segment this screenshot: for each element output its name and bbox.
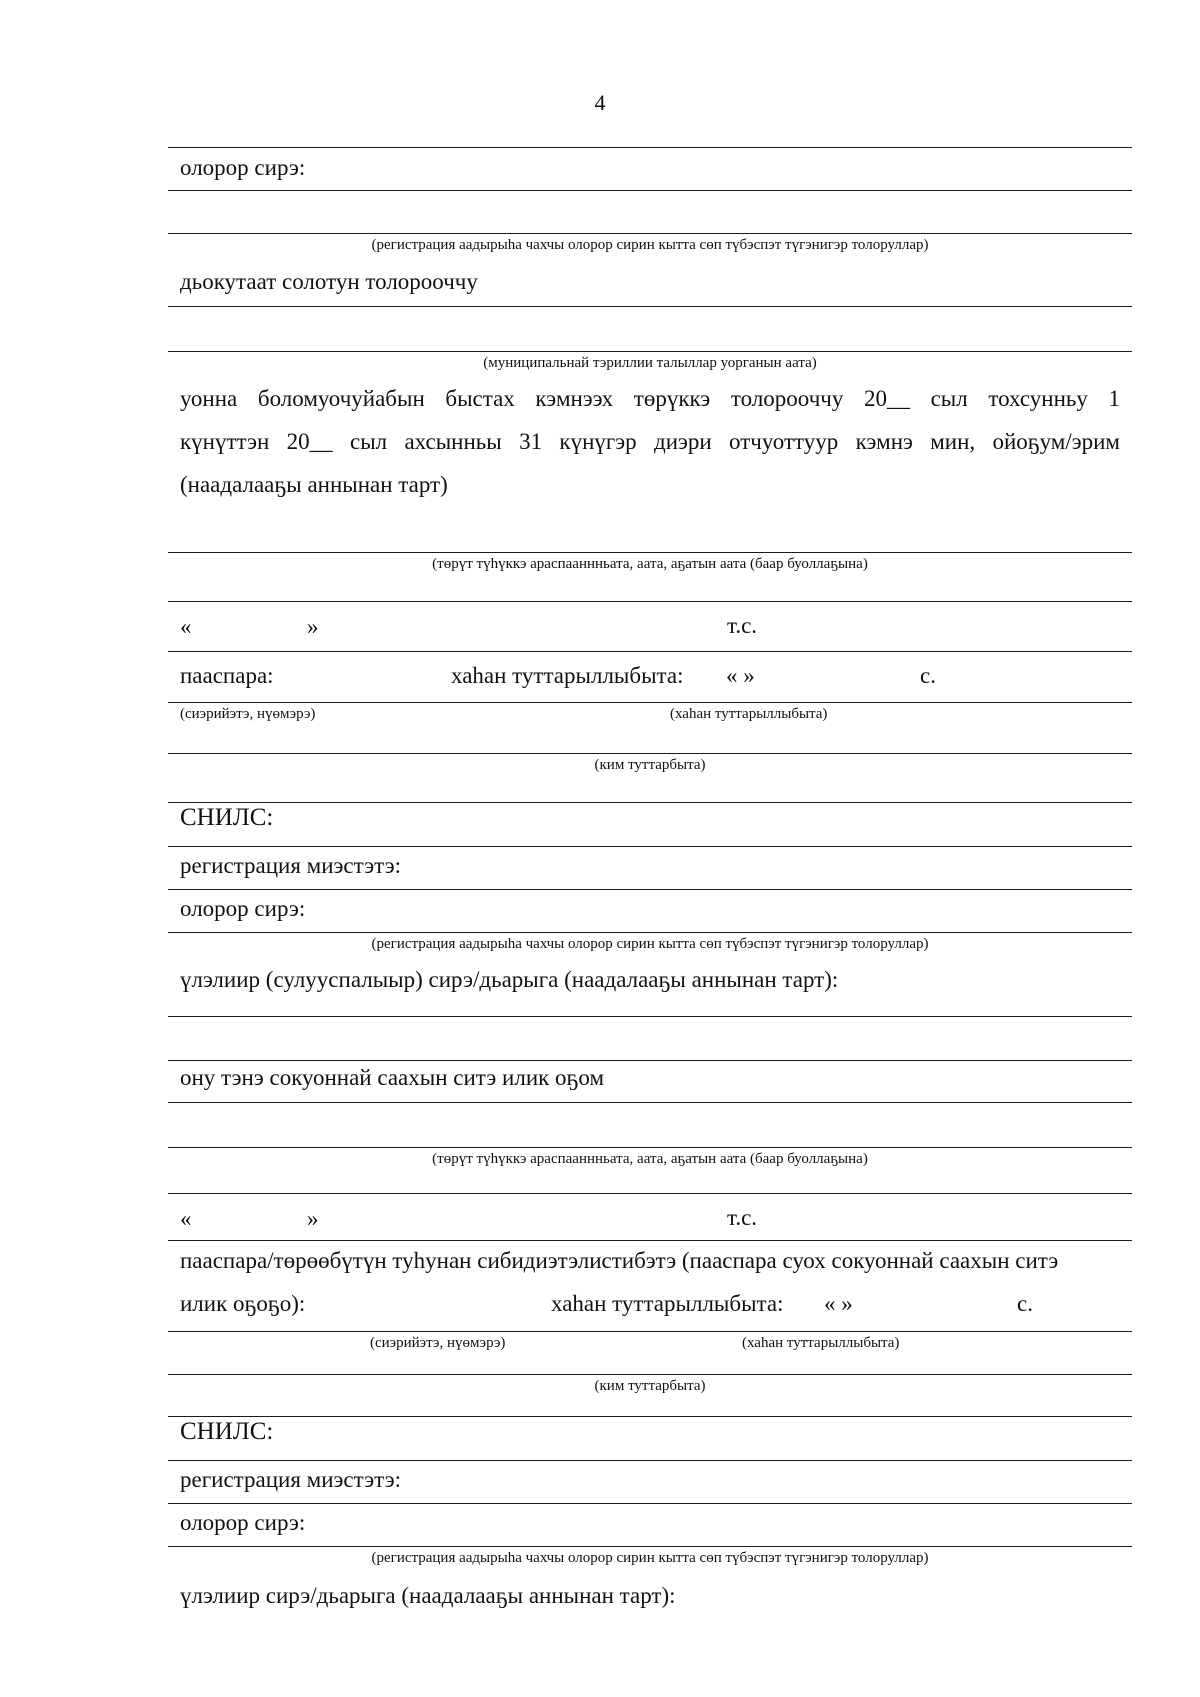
reg-place-label: регистрация миэстэтэ: [180,1467,401,1492]
residence-field-line[interactable] [168,1546,1132,1547]
paragraph-line: күнүттэн 20__ сыл ахсынньы 31 күнүгэр диэри отчуоттуур кэмнэ мин, ойоҕум/эрим [180,429,1120,454]
snils-field-line[interactable] [168,846,1132,847]
residence-label: олорор сирэ: [180,155,306,180]
issued-quotes: « » [726,663,755,688]
when-note: (хаhан туттарыллыбыта) [670,706,828,722]
field-line[interactable] [168,306,1132,307]
work-label: үлэлиир (сулууспалыыр) сирэ/дьарыга (наадалааҕы аннынан тарт): [180,967,839,992]
reg-place-field-line[interactable] [168,1503,1132,1504]
issuer-field-line[interactable] [168,1374,1132,1375]
residence-field-line[interactable] [168,190,1132,191]
residence-field-line[interactable] [168,932,1132,933]
paragraph-line: (наадалааҕы аннынан тарт) [180,472,448,497]
reg-place-field-line[interactable] [168,889,1132,890]
rule [168,1193,1132,1194]
work-field-line-2[interactable] [168,1060,1132,1061]
issued-label: хаhан туттарыллыбыта: [551,1291,784,1316]
declaration-paragraph [180,377,1120,506]
reg-note: (регистрация аадырыhа чахчы олорор сирин кытта сөп түбэспэт түгэнигэр толоруллар) [371,1550,929,1566]
residence-label: олорор сирэ: [180,1510,306,1535]
reg-note: (регистрация аадырыhа чахчы олорор сирин кытта сөп түбэспэт түгэнигэр толоруллар) [371,936,929,952]
field-line[interactable] [168,1102,1132,1103]
year-suffix: т.с. [727,1205,758,1230]
snils-label: СНИЛС: [180,1418,274,1445]
page-number: 4 [594,90,606,115]
municipal-note: (муниципальнай тэриллии талыллар уорганын аата) [483,355,817,371]
child-name-line[interactable] [168,1147,1132,1148]
issued-quotes: « » [824,1291,853,1316]
doc-ready-label: дьокутаат солотун толорооччу [180,269,478,294]
issued-suffix: с. [920,663,936,688]
passport-label: пааспара: [180,663,274,688]
passport-line-2: илик оҕоҕо): [180,1291,306,1316]
issued-suffix: с. [1017,1291,1033,1316]
paragraph-line: уонна боломуочуйабын быстах кэмнээх төрүккэ толорооччу 20__ сыл тохсунньу 1 [180,386,1120,411]
date-quote-close: » [307,614,319,639]
reg-place-label: регистрация миэстэтэ: [180,853,401,878]
residence-label: олорор сирэ: [180,896,306,921]
issuer-field-line[interactable] [168,753,1132,754]
child-heading: ону тэнэ сокуоннай саахын ситэ илик оҕом [180,1065,605,1090]
municipal-field-line[interactable] [168,351,1132,352]
date-quote-close: » [307,1206,319,1231]
issued-label: хаhан туттарыллыбыта: [451,663,684,688]
passport-line-1: пааспара/төрөөбүтүн туhунан сибидиэтэлистибэтэ (пааспара суох сокуоннай саахын ситэ [180,1248,1059,1273]
child-name-note: (төрүт түhүккэ араспааннньата, аата, аҕатын аата (баар буоллаҕына) [432,1151,868,1167]
rule [168,147,1132,148]
passport-field-line[interactable] [168,1331,1132,1332]
rule [168,601,1132,602]
residence-field-line-2[interactable] [168,233,1132,234]
spouse-name-note: (төрүт түhүккэ араспааннньата, аата, аҕатын аата (баар буоллаҕына) [432,556,868,572]
work-label: үлэлиир сирэ/дьарыга (наадалааҕы аннынан тарт): [180,1583,676,1608]
spouse-name-line[interactable] [168,552,1132,553]
rule [168,802,1132,803]
date-quote-open: « [180,1206,192,1231]
birthdate-field-line[interactable] [168,651,1132,652]
birthdate-field-line[interactable] [168,1240,1132,1241]
rule [168,1416,1132,1417]
series-note: (сиэрийэтэ, нүөмэрэ) [370,1335,506,1351]
series-note: (сиэрийэтэ, нүөмэрэ) [180,706,316,722]
passport-field-line[interactable] [168,702,1132,703]
when-note: (хаhан туттарыллыбыта) [742,1335,900,1351]
work-field-line[interactable] [168,1016,1132,1017]
who-note: (ким туттарбыта) [594,1378,706,1394]
reg-note: (регистрация аадырыhа чахчы олорор сирин кытта сөп түбэспэт түгэнигэр толоруллар) [371,237,929,253]
year-suffix: т.с. [727,613,758,638]
snils-label: СНИЛС: [180,804,274,831]
who-note: (ким туттарбыта) [594,757,706,773]
date-quote-open: « [180,614,192,639]
snils-field-line[interactable] [168,1460,1132,1461]
